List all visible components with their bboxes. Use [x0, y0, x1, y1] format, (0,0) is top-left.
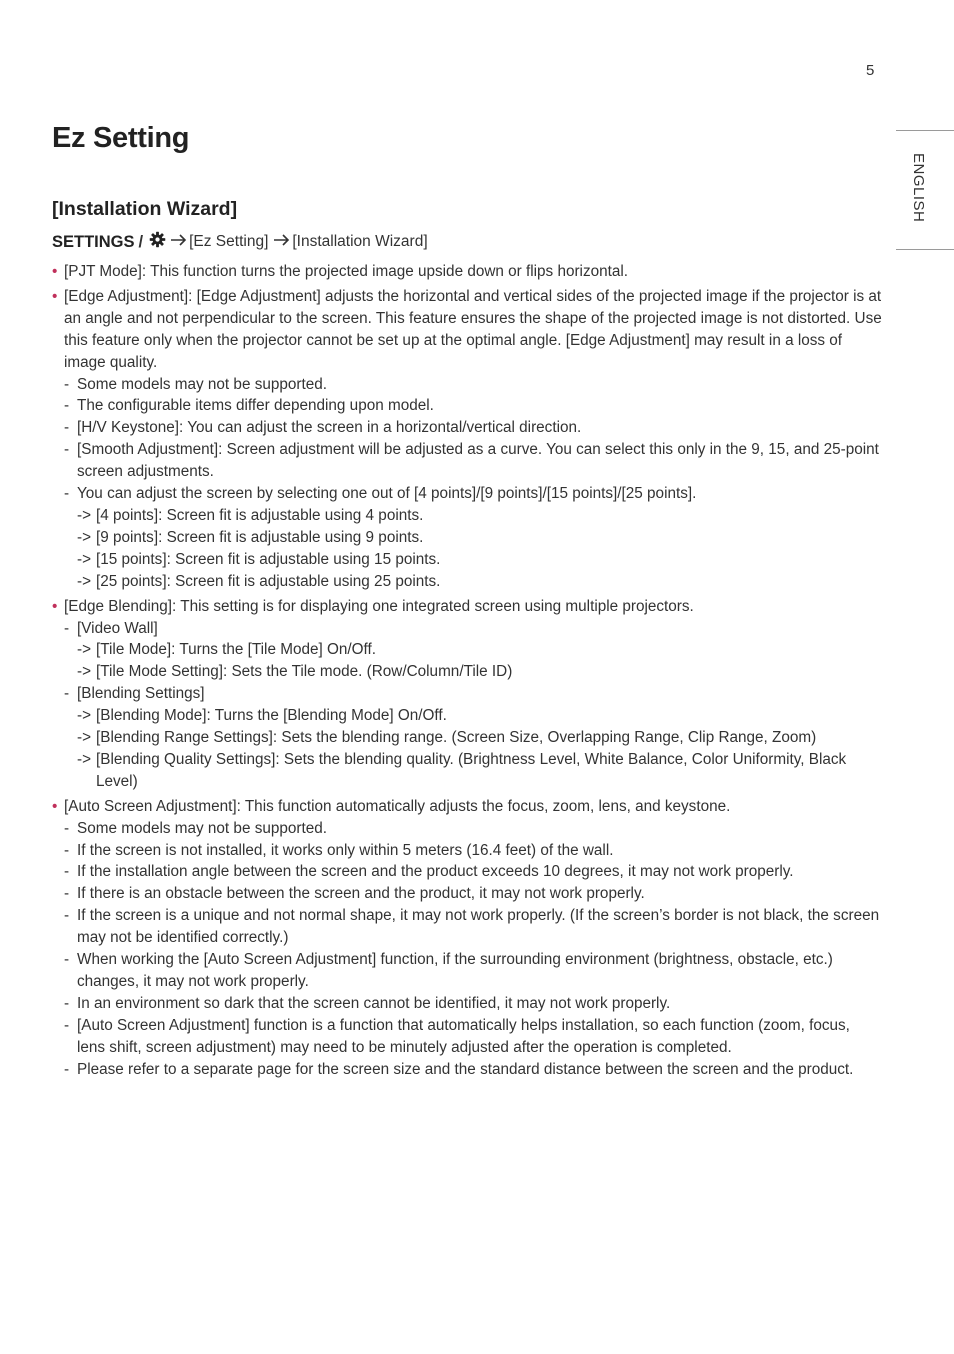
list-item: -> [Tile Mode]: Turns the [Tile Mode] On/Off.	[52, 639, 882, 661]
list-item: - [Video Wall]	[52, 618, 882, 640]
path-separator: /	[138, 232, 144, 251]
list-item: - In an environment so dark that the screen cannot be identified, it may not work properly.	[52, 993, 882, 1015]
list-item: - Some models may not be supported.	[52, 374, 882, 396]
list-item: - [Smooth Adjustment]: Screen adjustment will be adjusted as a curve. You can select this only in the 9, 15, and 25-point screen adjustments.	[52, 439, 882, 483]
list-item: -> [15 points]: Screen fit is adjustable using 15 points.	[52, 549, 882, 571]
list-item: - Please refer to a separate page for the screen size and the standard distance between the screen and the product.	[52, 1059, 882, 1081]
list-item: - Some models may not be supported.	[52, 818, 882, 840]
list-item: -> [4 points]: Screen fit is adjustable using 4 points.	[52, 505, 882, 527]
list-item: -> [Tile Mode Setting]: Sets the Tile mode. (Row/Column/Tile ID)	[52, 661, 882, 683]
content-body	[52, 258, 882, 1081]
list-item: -> [Blending Quality Settings]: Sets the blending quality. (Brightness Level, White Balance, Color Uniformity, Black Level)	[52, 749, 882, 793]
list-item: - You can adjust the screen by selecting one out of [4 points]/[9 points]/[15 points]/[25 points].	[52, 483, 882, 505]
list-item: - [Blending Settings]	[52, 683, 882, 705]
list-item: -> [9 points]: Screen fit is adjustable using 9 points.	[52, 527, 882, 549]
gear-icon	[147, 231, 168, 253]
list-item: -> [Blending Range Settings]: Sets the blending range. (Screen Size, Overlapping Range, Clip Range, Zoom)	[52, 727, 882, 749]
list-item: - If the screen is a unique and not normal shape, it may not work properly. (If the screen’s border is not black, the screen may not be identified correctly.)	[52, 905, 882, 949]
path-step-ez-setting: [Ez Setting]	[189, 233, 269, 250]
page-number: 5	[866, 62, 875, 79]
section-heading: [Installation Wizard]	[52, 198, 238, 220]
list-item: • [Edge Blending]: This setting is for displaying one integrated screen using multiple projectors.	[52, 596, 882, 618]
list-item: -> [Blending Mode]: Turns the [Blending Mode] On/Off.	[52, 705, 882, 727]
list-item: - [Auto Screen Adjustment] function is a function that automatically helps installation, so each function (zoom, focus, lens shift, screen adjustment) may need to be minutely adjusted after the operation is completed.	[52, 1015, 882, 1059]
list-item: - When working the [Auto Screen Adjustment] function, if the surrounding environment (brightness, obstacle, etc.) changes, it may not work properly.	[52, 949, 882, 993]
list-item: -> [25 points]: Screen fit is adjustable using 25 points.	[52, 571, 882, 593]
list-item: - [H/V Keystone]: You can adjust the screen in a horizontal/vertical direction.	[52, 417, 882, 439]
right-arrow-icon	[168, 233, 189, 251]
language-label: ENGLISH	[910, 153, 927, 223]
list-item: - If there is an obstacle between the screen and the product, it may not work properly.	[52, 883, 882, 905]
list-item: • [Edge Adjustment]: [Edge Adjustment] adjusts the horizontal and vertical sides of the projected image if the projector is at an angle and not perpendicular to the screen. This feature ensures the shape of the projected image is not distorted. Use this feature only when the projector cannot be set up at the optimal angle. [Edge Adjustment] may result in a loss of image quality.	[52, 286, 882, 374]
list-item: • [Auto Screen Adjustment]: This function automatically adjusts the focus, zoom, lens, and keystone.	[52, 796, 882, 818]
list-item: • [PJT Mode]: This function turns the projected image upside down or flips horizontal.	[52, 261, 882, 283]
list-item: - If the installation angle between the screen and the product exceeds 10 degrees, it may not work properly.	[52, 861, 882, 883]
language-side-tab	[896, 130, 954, 250]
list-item: - The configurable items differ depending upon model.	[52, 395, 882, 417]
settings-label: SETTINGS	[52, 232, 135, 251]
path-step-installation-wizard: [Installation Wizard]	[292, 233, 428, 250]
menu-path	[52, 231, 428, 253]
right-arrow-icon	[271, 233, 292, 251]
list-item: - If the screen is not installed, it works only within 5 meters (16.4 feet) of the wall.	[52, 840, 882, 862]
page-title: Ez Setting	[52, 122, 190, 154]
